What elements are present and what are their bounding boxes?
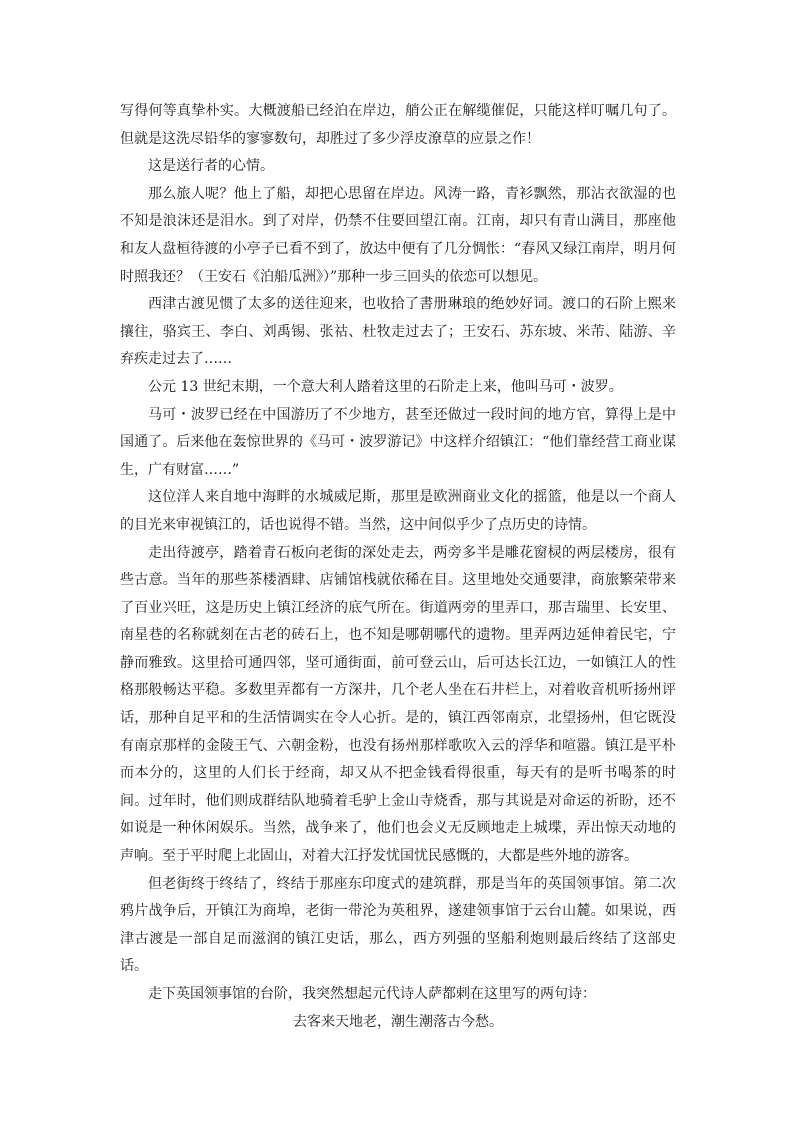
- paragraph: 马可・波罗已经在中国游历了不少地方，甚至还做过一段时间的地方官，算得上是中国通了。后来他在轰惊世界的《马可・波罗游记》中这样介绍镇江：“他们靠经营工商业谋生，广有财富……”: [120, 406, 676, 478]
- paragraph: 走下英国领事馆的台阶，我突然想起元代诗人萨都剌在这里写的两句诗：: [148, 986, 596, 1002]
- article-body: [120, 98, 676, 1036]
- paragraph: 那么旅人呢？他上了船，却把心思留在岸边。风涛一路，青衫飘然，那沾衣欲湿的也不知是浪沫还是泪水。到了对岸，仍禁不住要回望江南。江南，却只有青山满目，那座他和友人盘桓待渡的小亭子已看不到了，放达中便有了几分惆怅：“春风又绿江南岸，明月何时照我还？（王安石《泊船瓜洲》）”那种一步三回头的依恋可以想见。: [120, 185, 676, 285]
- paragraph: 西津古渡见惯了太多的送往迎来，也收拾了書册琳琅的绝妙好词。渡口的石阶上熙来攘往，骆宾王、李白、刘禹锡、张祜、杜牧走过去了；王安石、苏东坡、米芾、陆游、辛弃疾走过去了……: [120, 296, 676, 368]
- paragraph: 走出待渡亭，踏着青石板向老街的深处走去，两旁多半是雕花窗棂的两层楼房，很有些古意。当年的那些茶楼酒肆、店铺馆栈就依稀在目。这里地处交通要津，商旅繁荣带来了百业兴旺，这是历史上镇江经济的底气所在。街道两旁的里弄口，那吉瑞里、长安里、南星巷的名称就刻在古老的砖石上，也不知是哪朝哪代的遗物。里弄两边延伸着民宅，宁静而雅致。这里拾可通四邻，坚可通街面，前可登云山，后可达长江边，一如镇江人的性格那般畅达平稳。多数里弄都有一方深井，几个老人坐在石井栏上，对着收音机听扬州评话，那种自足平和的生活情调实在令人心折。是的，镇江西邻南京，北望扬州，但它既没有南京那样的金陵王气、六朝金粉，也没有扬州那样歌吹入云的浮华和喧嚣。镇江是平朴而本分的，这里的人们长于经商，却又从不把金钱看得很重，每天有的是听书喝茶的时间。过年时，他们则成群结队地骑着毛驴上金山寺烧香，那与其说是对命运的祈盼，还不如说是一种休闲娱乐。当然，战争来了，他们也会义无反顾地走上城堞，弄出惊天动地的声响。至于平时爬上北固山，对着大江抒发忧国忧民感慨的，大都是些外地的游客。: [120, 544, 676, 865]
- paragraph: 写得何等真挚朴实。大概渡船已经泊在岸边，艄公正在解缆催促，只能这样叮嘱几句了。但就是这洗尽铅华的寥寥数句，却胜过了多少浮皮潦草的应景之作！: [120, 103, 676, 147]
- paragraph: 这是送行者的心情。: [148, 158, 274, 175]
- paragraph: 但老街终于终结了，终结于那座东印度式的建筑群，那是当年的英国领事馆。第二次鸦片战争后，开镇江为商埠，老街一带沦为英租界，遂建领事馆于云台山麓。如果说，西津古渡是一部自足而滋润的镇江史话，那么，西方列强的坚船利炮则最后终结了这部史话。: [120, 875, 676, 975]
- paragraph: 公元 13 世纪末期，一个意大利人踏着这里的石阶走上来，他叫马可・波罗。: [148, 378, 623, 395]
- paragraph: 这位洋人来自地中海畔的水城威尼斯，那里是欧洲商业文化的摇篮，他是以一个商人的目光来审视镇江的，话也说得不错。当然，这中间似乎少了点历史的诗情。: [120, 489, 676, 533]
- poem-quote: 去客来天地老，潮生潮落古今愁。: [293, 1013, 503, 1030]
